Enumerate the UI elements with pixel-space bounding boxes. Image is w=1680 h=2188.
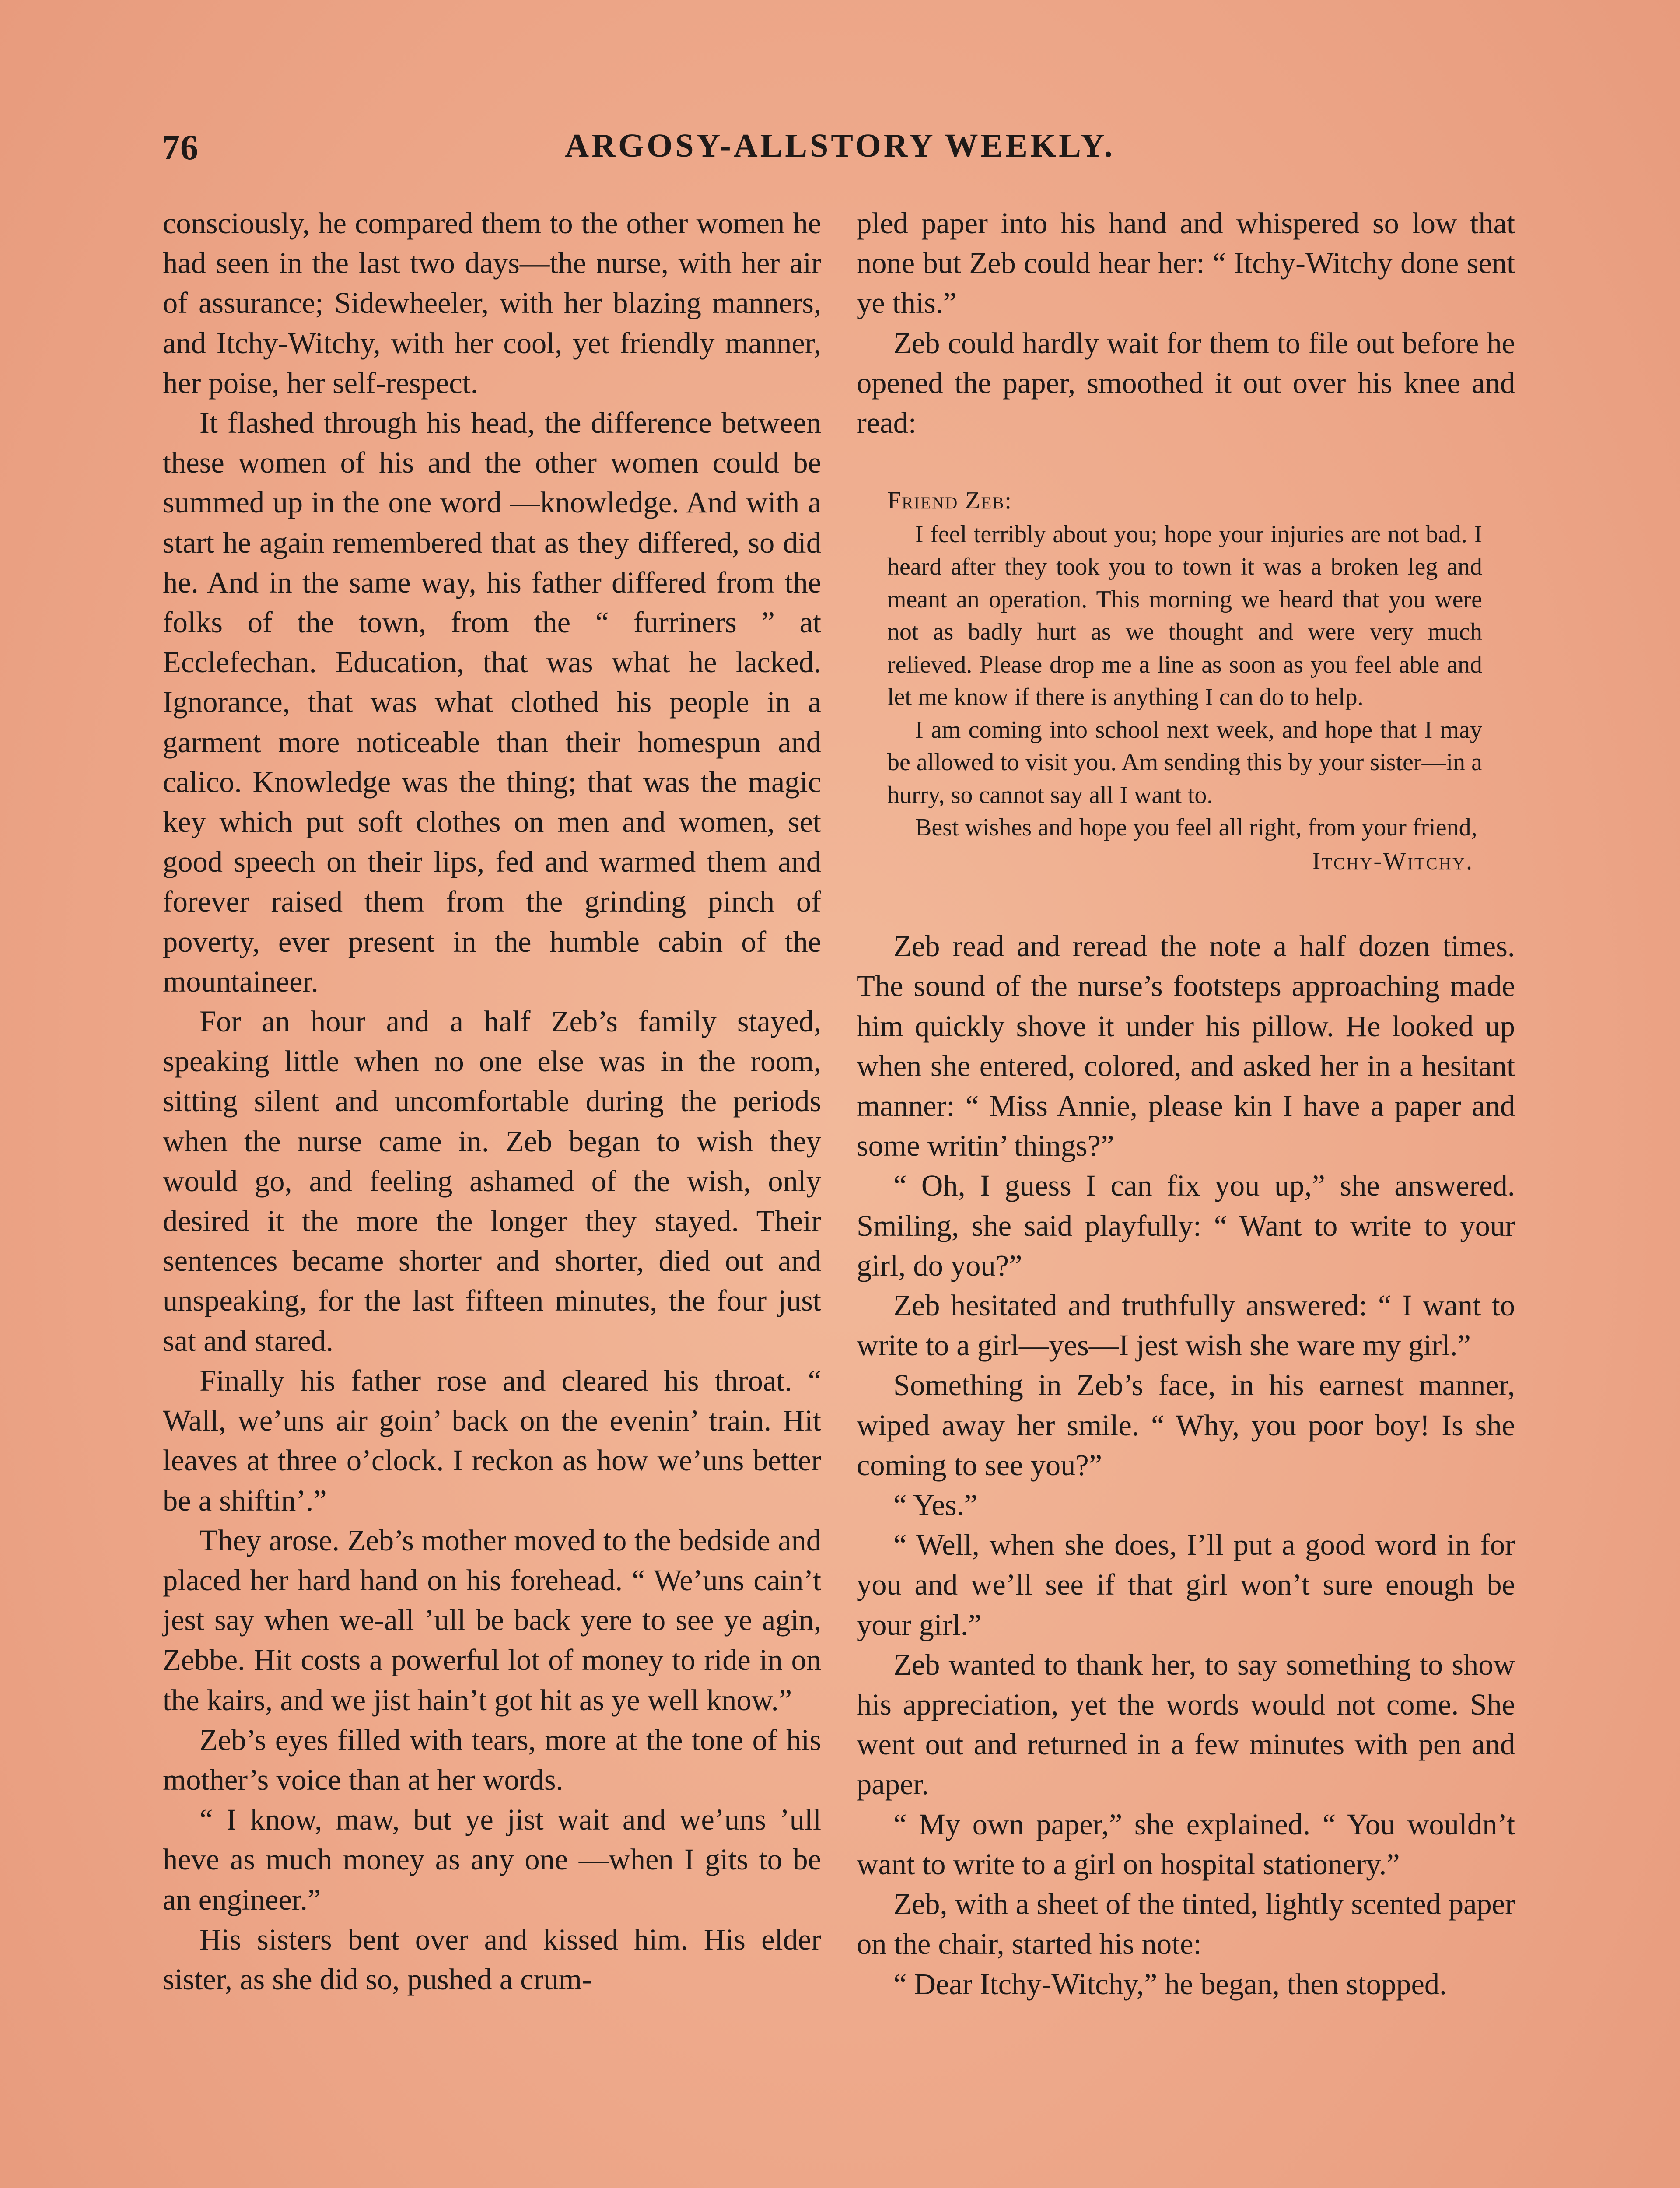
paragraph: “ Well, when she does, I’ll put a good word in for you and we’ll see if that girl won’t sure enough be your girl.” (857, 1528, 1515, 1641)
paragraph: “ Yes.” (893, 1488, 978, 1522)
paragraph: Zeb’s eyes filled with tears, more at the tone of his mother’s voice than at her words. (163, 1723, 821, 1796)
letter-salutation: Friend Zeb: (887, 487, 1012, 515)
paragraph: “ Dear Itchy-Witchy,” he began, then stopped. (893, 1967, 1447, 2001)
paragraph: For an hour and a half Zeb’s family stayed, speaking little when no one else was in the room, sitting silent and uncomfortable during the periods when the nurse came in. Zeb began to wish they would go, and feeling ashamed of the wish, only desired it the more the longer they stayed. Their sentences became shorter and shorter, died out and unspeaking, for the last fifteen minutes, the four just sat and stared. (163, 1005, 821, 1357)
paragraph: Zeb wanted to thank her, to say something to show his appreciation, yet the words would not come. She went out and returned in a few minutes with pen and paper. (857, 1648, 1515, 1801)
paragraph: His sisters bent over and kissed him. His elder sister, as she did so, pushed a crum- (163, 1922, 821, 1996)
paragraph: “ I know, maw, but ye jist wait and we’uns ’ull heve as much money as any one —when I gits to be an engineer.” (163, 1803, 821, 1916)
page-number: 76 (162, 127, 199, 167)
page-header (162, 127, 1518, 175)
letter-paragraph: Best wishes and hope you feel all right, from your friend, (915, 814, 1477, 842)
letter-signature: Itchy-Witchy. (1312, 847, 1474, 875)
paragraph: “ Oh, I guess I can fix you up,” she answered. Smiling, she said playfully: “ Want to write to your girl, do you?” (857, 1169, 1515, 1282)
paragraph: consciously, he compared them to the other women he had seen in the last two days—the nurse, with her air of assurance; Sidewheeler, with her blazing manners, and Itchy-Witchy, with her cool, yet friendly manner, her poise, her self-respect. (163, 207, 821, 400)
letter-paragraph: I am coming into school next week, and hope that I may be allowed to visit you. Am sending this by your sister—in a hurry, so cannot say all I want to. (887, 716, 1482, 809)
paragraph: Finally his father rose and cleared his throat. “ Wall, we’uns air goin’ back on the evenin’ train. Hit leaves at three o’clock. I reckon as how we’uns better be a shiftin’.” (163, 1364, 821, 1517)
paragraph: Zeb, with a sheet of the tinted, lightly scented paper on the chair, started his note: (857, 1887, 1515, 1961)
running-title: ARGOSY-ALLSTORY WEEKLY. (565, 127, 1115, 164)
left-column (163, 203, 821, 1999)
paragraph: pled paper into his hand and whispered so low that none but Zeb could hear her: “ Itchy-Witchy done sent ye this.” (857, 207, 1515, 320)
paragraph: “ My own paper,” she explained. “ You wouldn’t want to write to a girl on hospital stationery.” (857, 1807, 1515, 1881)
letter-block (887, 484, 1482, 877)
right-column (857, 203, 1515, 2004)
letter-paragraph: I feel terribly about you; hope your injuries are not bad. I heard after they took you to town it was a broken leg and meant an operation. This morning we heard that you were not as badly hurt as we thought and were very much relieved. Please drop me a line as soon as you feel able and let me know if there is anything I can do to help. (887, 520, 1482, 711)
paragraph: Zeb hesitated and truthfully answered: “ I want to write to a girl—yes—I jest wish she ware my girl.” (857, 1289, 1515, 1362)
paragraph: Zeb could hardly wait for them to file out before he opened the paper, smoothed it out over his knee and read: (857, 326, 1515, 440)
paragraph: Zeb read and reread the note a half dozen times. The sound of the nurse’s footsteps approaching made him quickly shove it under his pillow. He looked up when she entered, colored, and asked her in a hesitant manner: “ Miss Annie, please kin I have a paper and some writin’ things?” (857, 929, 1515, 1163)
paragraph: They arose. Zeb’s mother moved to the bedside and placed her hard hand on his forehead. “ We’uns cain’t jest say when we-all ’ull be back yere to see ye agin, Zebbe. Hit costs a powerful lot of money to ride in on the kairs, and we jist hain’t got hit as ye well know.” (163, 1523, 821, 1717)
paragraph: It flashed through his head, the difference between these women of his and the other women could be summed up in the one word —knowledge. And with a start he again remembered that as they differed, so did he. And in the same way, his father differed from the folks of the town, from the “ furriners ” at Ecclefechan. Education, that was what he lacked. Ignorance, that was what clothed his people in a garment more noticeable than their homespun and calico. Knowledge was the thing; that was the magic key which put soft clothes on men and women, set good speech on their lips, fed and warmed them and forever raised them from the grinding pinch of poverty, ever present in the humble cabin of the mountaineer. (163, 406, 821, 998)
paragraph: Something in Zeb’s face, in his earnest manner, wiped away her smile. “ Why, you poor boy! Is she coming to see you?” (857, 1368, 1515, 1482)
